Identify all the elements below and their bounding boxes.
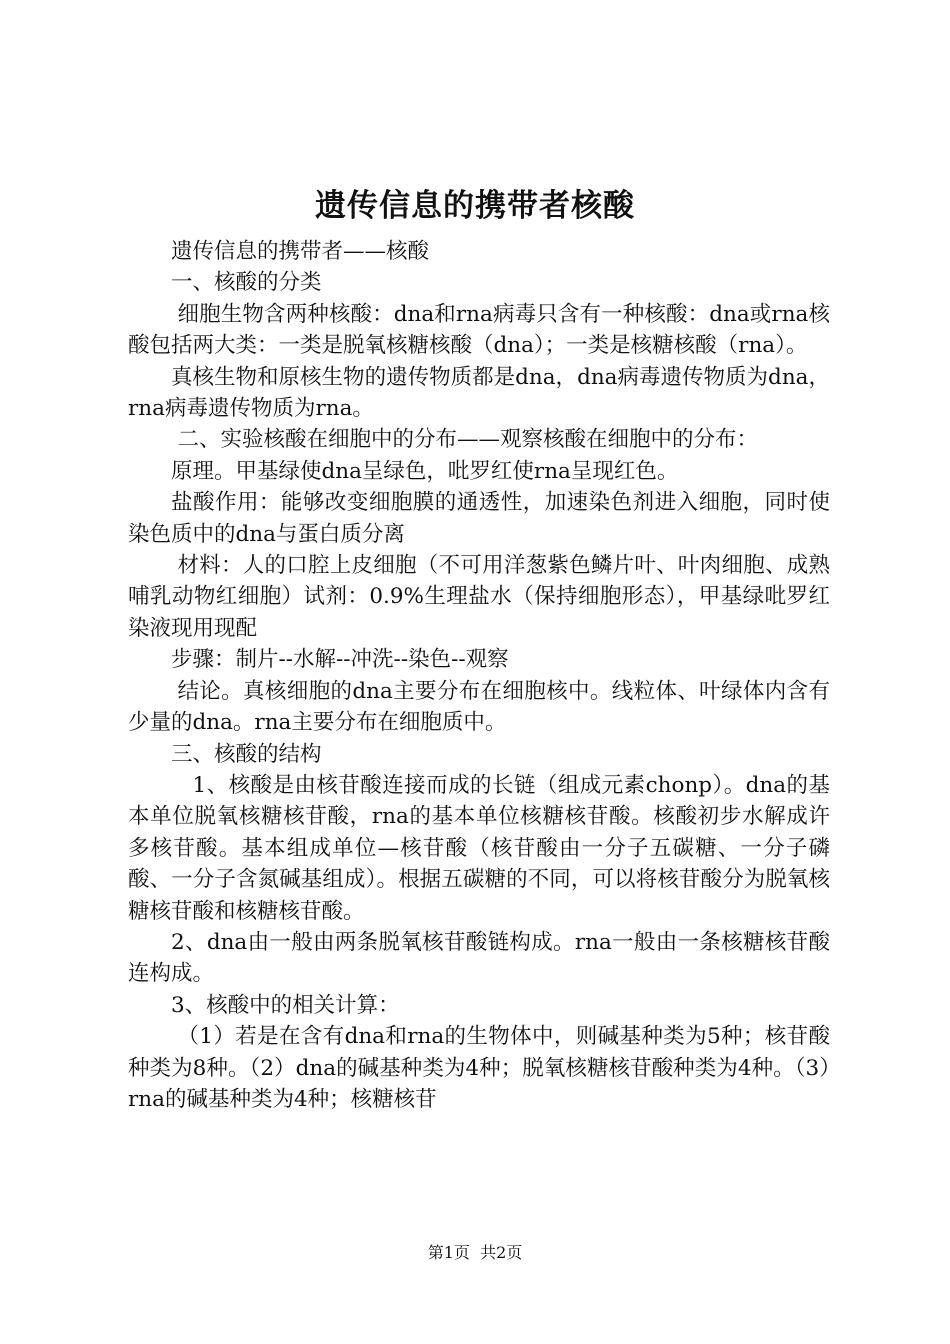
paragraph-structure-2: 2、dna由一般由两条脱氧核苷酸链构成。rna一般由一条核糖核苷酸连构成。 — [128, 929, 830, 987]
heading-classification: 一、核酸的分类 — [171, 270, 322, 296]
heading-structure: 三、核酸的结构 — [171, 741, 322, 767]
paragraph-principle: 原理。甲基绿使dna呈绿色，吡罗红使rna呈现红色。 — [171, 458, 679, 484]
paragraph-steps: 步骤：制片--水解--冲洗--染色--观察 — [171, 647, 509, 673]
paragraph-subtitle: 遗传信息的携带者——核酸 — [171, 239, 430, 264]
paragraph-calculation: （1）若是在含有dna和rna的生物体中，则碱基种类为5种；核苷酸种类为8种。（2）dna的碱基种类为4种；脱氧核糖核苷酸种类为4种。（3）rna的碱基种类为4种；核糖核苷 — [128, 1024, 830, 1112]
paragraph-materials: 材料：人的口腔上皮细胞（不可用洋葱紫色鳞片叶、叶肉细胞、成熟哺乳动物红细胞）试剂：0.9%生理盐水（保持细胞形态），甲基绿吡罗红染液现用现配 — [128, 553, 830, 641]
paragraph-genetic-material: 真核生物和原核生物的遗传物质都是dna，dna病毒遗传物质为dna，rna病毒遗传物质为rna。 — [128, 364, 830, 422]
document-title: 遗传信息的携带者核酸 — [315, 188, 635, 224]
document-body — [128, 236, 830, 1115]
paragraph-conclusion: 结论。真核细胞的dna主要分布在细胞核中。线粒体、叶绿体内含有少量的dna。rna主要分布在细胞质中。 — [128, 678, 830, 736]
paragraph-hydrochloric-acid: 盐酸作用：能够改变细胞膜的通透性，加速染色剂进入细胞，同时使染色质中的dna与蛋白质分离 — [128, 490, 830, 547]
heading-experiment: 二、实验核酸在细胞中的分布——观察核酸在细胞中的分布： — [177, 427, 758, 453]
page-footer — [0, 1243, 950, 1263]
paragraph-nucleic-acid-types: 细胞生物含两种核酸：dna和rna病毒只含有一种核酸：dna或rna核酸包括两大类：一类是脱氧核糖核酸（dna）；一类是核糖核酸（rna）。 — [128, 301, 830, 359]
paragraph-structure-1: 1、核酸是由核苷酸连接而成的长链（组成元素chonp）。dna的基本单位脱氧核糖核苷酸，rna的基本单位核糖核苷酸。核酸初步水解成许多核苷酸。基本组成单位—核苷酸（核苷酸由一分子五碳糖、一分子磷酸、一分子含氮碱基组成）。根据五碳糖的不同，可以将核苷酸分为脱氧核糖核苷酸和核糖核苷酸。 — [128, 772, 830, 924]
paragraph-structure-3: 3、核酸中的相关计算： — [171, 992, 400, 1018]
page-number-label: 第1页 共2页 — [427, 1243, 523, 1262]
